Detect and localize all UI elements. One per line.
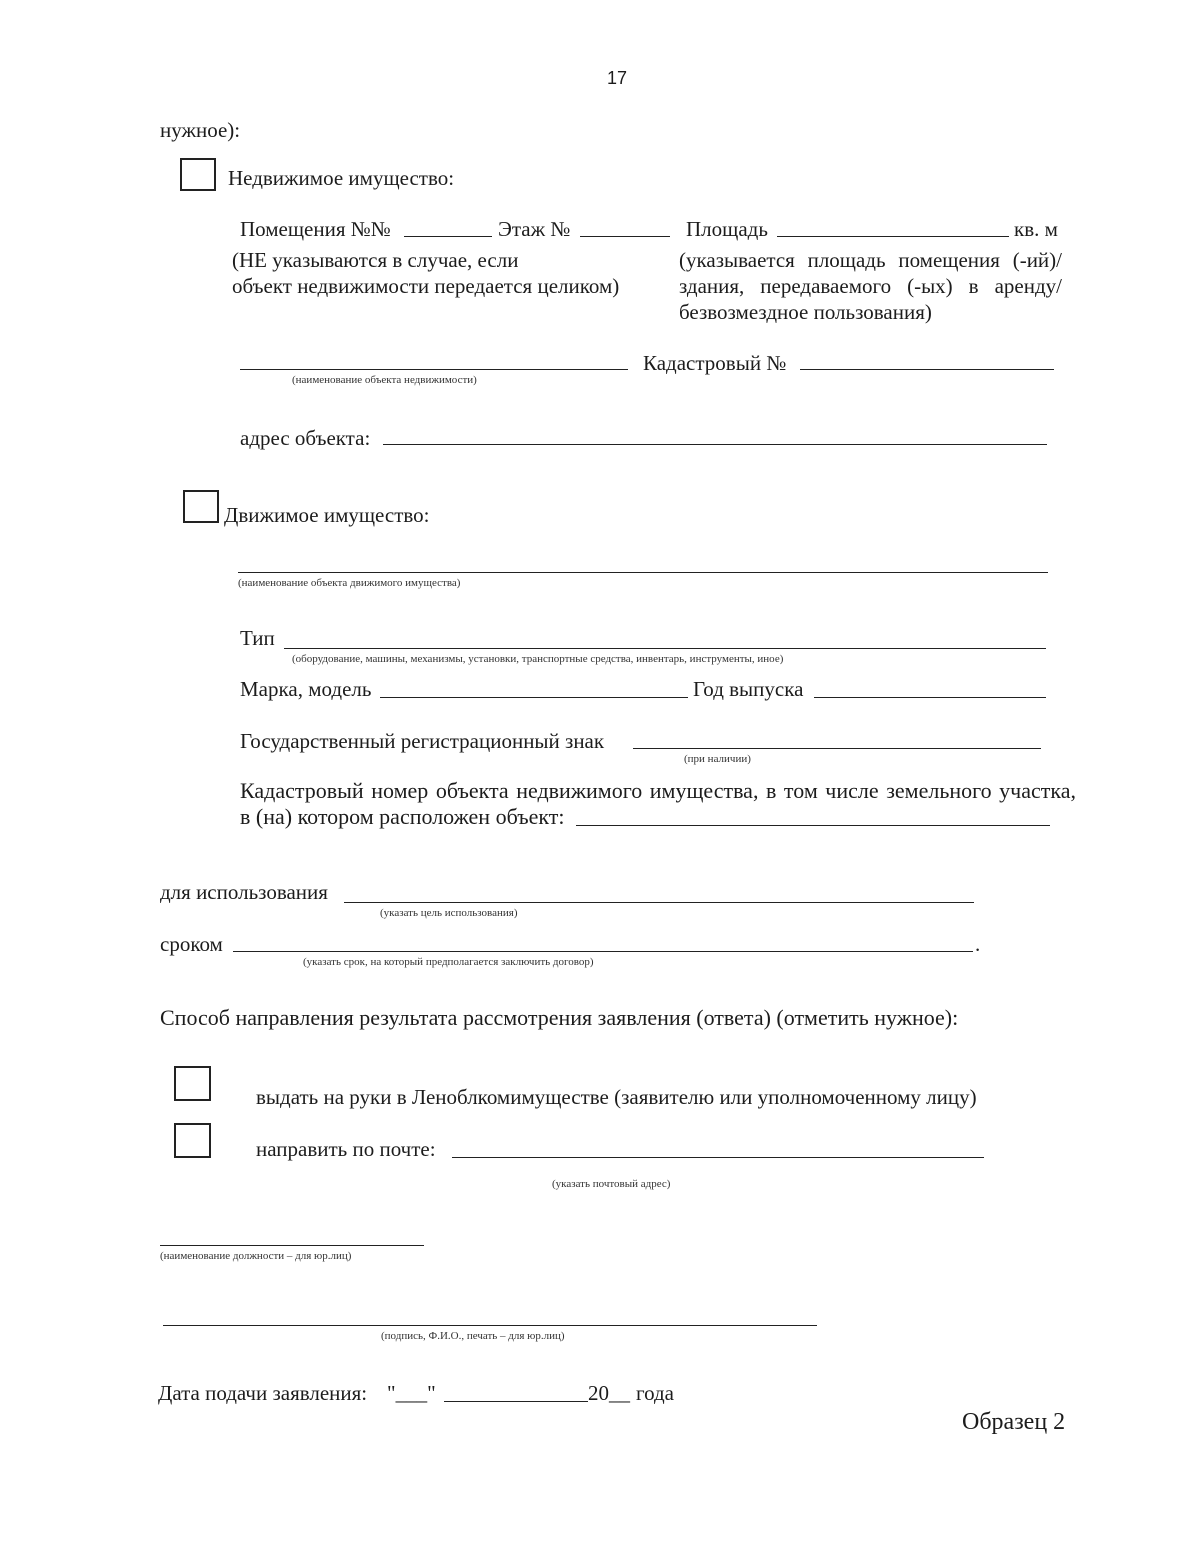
position-caption: (наименование должности – для юр.лиц) (160, 1250, 352, 1262)
rooms-field[interactable] (404, 236, 492, 237)
position-field[interactable] (160, 1245, 424, 1246)
year-blank-field[interactable]: __ (609, 1381, 630, 1405)
hand-delivery-label: выдать на руки в Леноблкомимуществе (заявителю или уполномоченному лицу) (256, 1085, 977, 1109)
reg-sign-caption: (при наличии) (684, 753, 751, 765)
address-label: адрес объекта: (240, 426, 371, 450)
type-field[interactable] (284, 648, 1046, 649)
term-label: сроком (160, 932, 223, 956)
type-label: Тип (240, 626, 275, 650)
floor-label: Этаж № (498, 217, 571, 241)
cadastral-number-label: Кадастровый № (643, 351, 787, 375)
intro-tail-text: нужное): (160, 118, 241, 142)
land-cadastral-line-2: в (на) котором расположен объект: (240, 804, 565, 829)
land-cadastral-field[interactable] (576, 825, 1050, 826)
area-unit: кв. м (1014, 217, 1058, 241)
immovable-property-label: Недвижимое имущество: (228, 166, 455, 190)
purpose-label: для использования (160, 880, 328, 904)
reg-sign-label: Государственный регистрационный знак (240, 729, 605, 753)
purpose-caption: (указать цель использования) (380, 907, 518, 919)
signature-caption: (подпись, Ф.И.О., печать – для юр.лиц) (381, 1330, 565, 1342)
immovable-property-checkbox[interactable] (180, 158, 216, 191)
hand-delivery-checkbox[interactable] (174, 1066, 211, 1101)
area-note-line-1: (указывается площадь помещения (-ий)/ (679, 248, 1062, 272)
purpose-field[interactable] (344, 902, 974, 903)
year-field[interactable] (814, 697, 1046, 698)
sample-label: Образец 2 (962, 1409, 1066, 1435)
submission-date-label: Дата подачи заявления: (158, 1381, 368, 1405)
immovable-name-caption: (наименование объекта недвижимости) (292, 374, 477, 386)
postal-address-field[interactable] (452, 1157, 984, 1158)
type-caption: (оборудование, машины, механизмы, установки, транспортные средства, инвентарь, инструменты, иное) (292, 653, 784, 665)
cadastral-number-field[interactable] (800, 369, 1054, 370)
movable-property-label: Движимое имущество: (224, 503, 430, 527)
term-caption: (указать срок, на который предполагается заключить договор) (303, 956, 594, 968)
mail-delivery-checkbox[interactable] (174, 1123, 211, 1158)
year-prefix: 20 (588, 1381, 609, 1405)
submission-day-field[interactable]: "___" (387, 1381, 436, 1405)
signature-field[interactable] (163, 1325, 817, 1326)
immovable-name-field[interactable] (240, 369, 628, 370)
area-note-line-2: здания, передаваемого (-ых) в аренду/ (679, 274, 1062, 298)
land-cadastral-line-1: Кадастровый номер объекта недвижимого имущества, в том числе земельного участка, (240, 778, 1076, 803)
area-note-line-3: безвозмездное пользования) (679, 300, 932, 324)
address-field[interactable] (383, 444, 1047, 445)
page-number: 17 (607, 68, 628, 88)
term-field[interactable] (233, 951, 973, 952)
term-end-mark: . (975, 932, 981, 956)
model-field[interactable] (380, 697, 688, 698)
year-word: года (636, 1381, 674, 1405)
movable-name-caption: (наименование объекта движимого имущества) (238, 577, 461, 589)
delivery-heading: Способ направления результата рассмотрения заявления (ответа) (отметить нужное): (160, 1005, 959, 1030)
model-label: Марка, модель (240, 677, 372, 701)
area-field[interactable] (777, 236, 1009, 237)
postal-address-caption: (указать почтовый адрес) (552, 1178, 671, 1190)
rooms-note-line-2: объект недвижимости передается целиком) (232, 274, 620, 298)
movable-name-field[interactable] (238, 572, 1048, 573)
rooms-label: Помещения №№ (240, 217, 391, 241)
mail-delivery-label: направить по почте: (256, 1137, 436, 1161)
movable-property-checkbox[interactable] (183, 490, 219, 523)
area-label: Площадь (686, 217, 768, 241)
year-label: Год выпуска (693, 677, 804, 701)
submission-month-field[interactable] (444, 1401, 588, 1402)
reg-sign-field[interactable] (633, 748, 1041, 749)
rooms-note-line-1: (НЕ указываются в случае, если (232, 248, 519, 272)
floor-field[interactable] (580, 236, 670, 237)
